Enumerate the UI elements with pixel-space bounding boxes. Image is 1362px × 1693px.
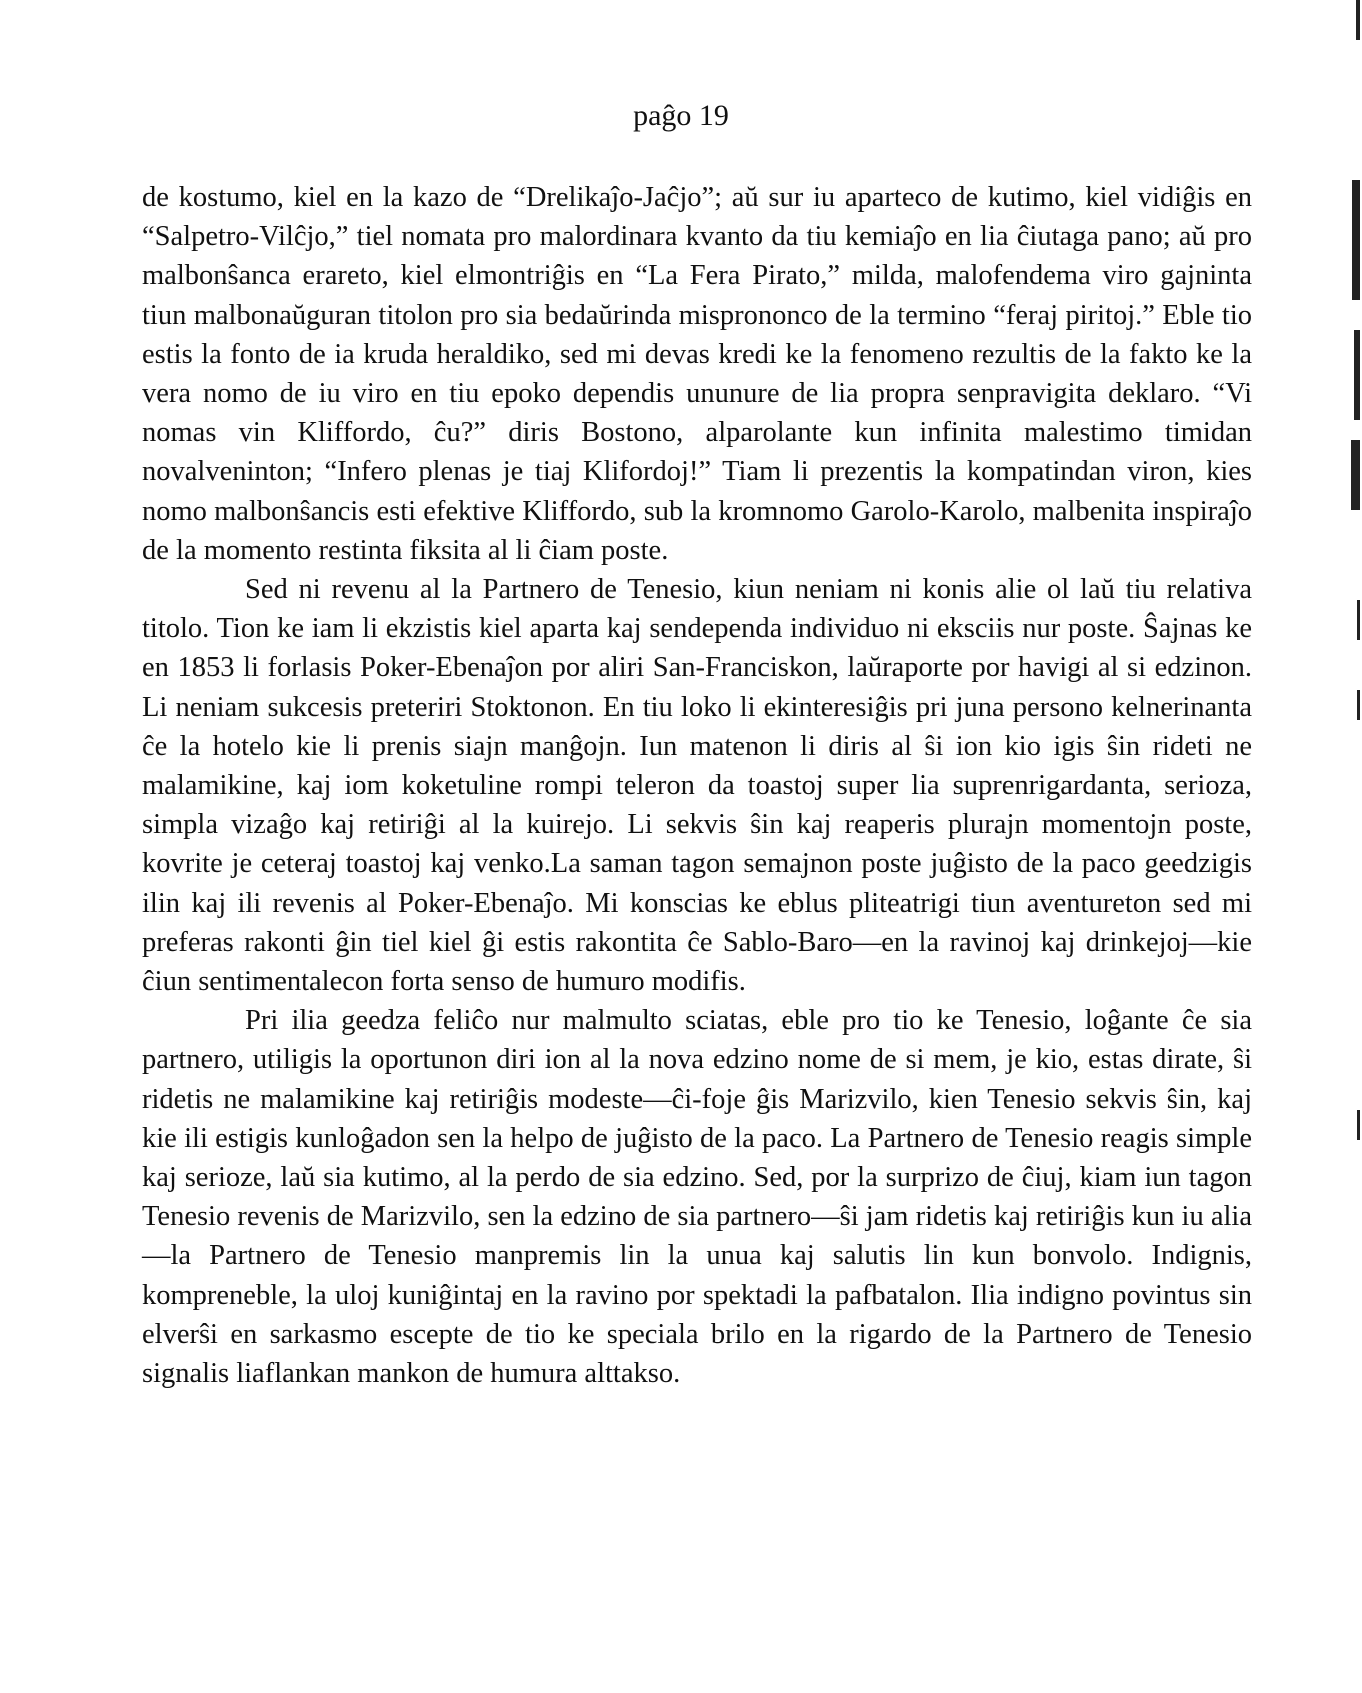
paragraph-2: Sed ni revenu al la Partnero de Tenesio, kiun neniam ni konis alie ol laŭ tiu relativa titolo. Tion ke iam li ekzistis kiel aparta kaj sendependa individuo ni eksciis nur poste. Ŝajnas ke en 1853 li forlasis Poker-Ebenaĵon por aliri San-Franciskon, laŭraporte por havigi al si edzinon. Li neniam sukcesis preteriri Stoktonon. En tiu loko li ekinteresiĝis pri juna persono kelnerinanta ĉe la hotelo kie li prenis siajn manĝojn. Iun matenon li diris al ŝi ion kio igis ŝin rideti ne malamikine, kaj iom koketuline rompi teleron da toastoj super lia suprenrigardanta, serioza, simpla vizaĝo kaj retiriĝi al la kuirejo. Li sekvis ŝin kaj reaperis plurajn momentojn poste, kovrite je ceteraj toastoj kaj venko.La saman tagon semajnon poste juĝisto de la paco geedzigis ilin kaj ili revenis al Poker-Ebenaĵo. Mi konscias ke eblus pliteatrigi tiun aventureton sed mi preferas rakonti ĝin tiel kiel ĝi estis rakontita ĉe Sablo-Baro—en la ravinoj kaj drinkejoj—kie ĉiun sentimentalecon forta senso de humuro modifis. [142, 574, 1252, 998]
scan-mark [1357, 600, 1360, 640]
page-body [142, 178, 1252, 1393]
paragraph-1: de kostumo, kiel en la kazo de “Drelikaĵo-Jaĉjo”; aŭ sur iu aparteco de kutimo, kiel vidiĝis en “Salpetro-Vilĉjo,” tiel nomata pro malordinara kvanto da tiu kemiaĵo en lia ĉiutaga pano; aŭ pro malbonŝanca erareto, kiel elmontriĝis en “La Fera Pirato,” milda, malofendema viro gajninta tiun malbonaŭguran titolon pro sia bedaŭrinda misprononco de la termino “feraj piritoj.” Eble tio estis la fonto de ia kruda heraldiko, sed mi devas kredi ke la fenomeno rezultis de la fakto ke la vera nomo de iu viro en tiu epoko dependis ununure de lia propra senpravigita deklaro. “Vi nomas vin Kliffordo, ĉu?” diris Bostono, alparolante kun infinita malestimo timidan novalveninton; “Infero plenas je tiaj Klifordoj!” Tiam li prezentis la kompatindan viron, kies nomo malbonŝancis esti efektive Kliffordo, sub la kromnomo Garolo-Karolo, malbenita inspiraĵo de la momento restinta fiksita al li ĉiam poste. [142, 182, 1252, 566]
scan-mark [1354, 330, 1360, 420]
scan-mark [1357, 1110, 1360, 1140]
scan-mark [1351, 440, 1360, 510]
paragraph-3: Pri ilia geedza feliĉo nur malmulto sciatas, eble pro tio ke Tenesio, loĝante ĉe sia partnero, utiligis la oportunon diri ion al la nova edzino nome de si mem, je kio, estas dirate, ŝi ridetis ne malamikine kaj retiriĝis modeste—ĉi-foje ĝis Marizvilo, kien Tenesio sekvis ŝin, kaj kie ili estigis kunloĝadon sen la helpo de juĝisto de la paco. La Partnero de Tenesio reagis simple kaj serioze, laŭ sia kutimo, al la perdo de sia edzino. Sed, por la surprizo de ĉiuj, kiam iun tagon Tenesio revenis de Marizvilo, sen la edzino de sia partnero—ŝi jam ridetis kaj retiriĝis kun iu alia—la Partnero de Tenesio manpremis lin la unua kaj salutis lin kun bonvolo. Indignis, kompreneble, la uloj kuniĝintaj en la ravino por spektadi la pafbatalon. Ilia indigno povintus sin elverŝi en sarkasmo escepte de tio ke speciala brilo en la rigardo de la Partnero de Tenesio signalis liaflankan mankon de humura alttakso. [142, 1005, 1252, 1390]
scan-mark [1357, 690, 1360, 720]
page-header: paĝo 19 [633, 99, 729, 132]
scan-edge-artifacts [1332, 0, 1362, 1693]
scan-mark [1356, 0, 1360, 40]
scan-mark [1352, 180, 1360, 300]
